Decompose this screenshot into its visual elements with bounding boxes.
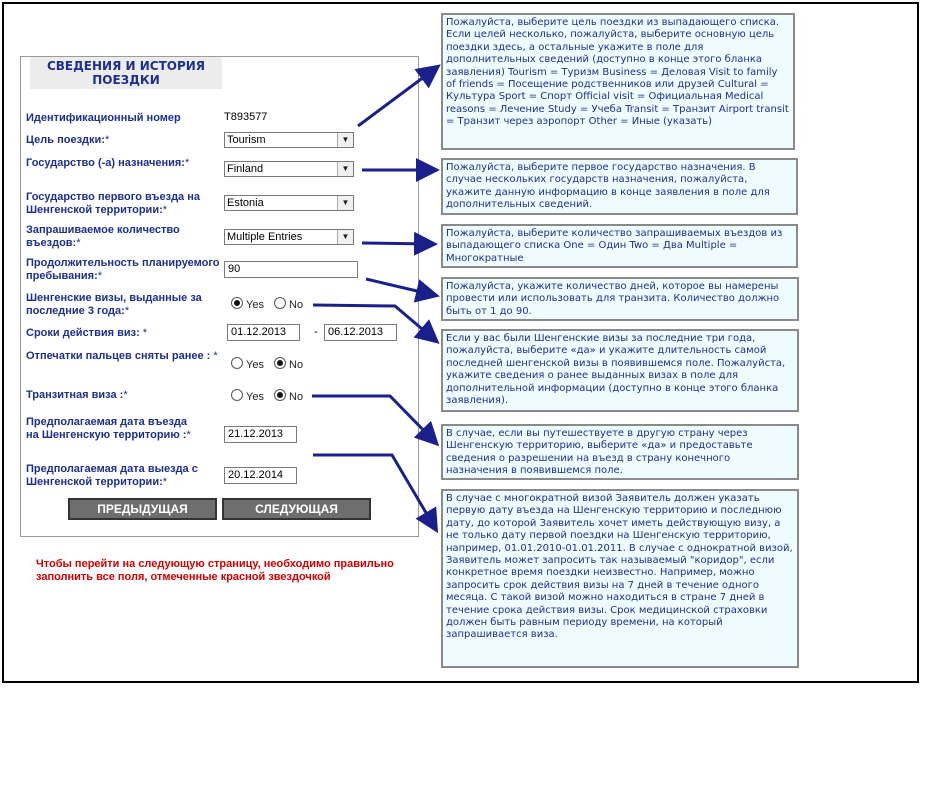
departure-label: Предполагаемая дата выезда с Шенгенской территории:* [26, 463, 198, 488]
id-value: T893577 [224, 111, 268, 123]
required-fields-warning: Чтобы перейти на следующую страницу, необходимо правильно заполнить все поля, отмеченные красной звездочкой [36, 558, 394, 583]
form-title: СВЕДЕНИЯ И ИСТОРИЯ ПОЕЗДКИ [30, 57, 222, 89]
validity-label: Сроки действия виз: * [26, 327, 148, 339]
fingerprints-no-label: No [289, 359, 304, 371]
fingerprints-label: Отпечатки пальцев сняты ранее : * [26, 350, 218, 362]
chevron-down-icon[interactable]: ▼ [337, 230, 353, 244]
fingerprints-yes-label: Yes [246, 359, 264, 371]
tip-previous-visas: Если у вас были Шенгенские визы за последние три года, пожалуйста, выберите «да» и укажите длительность самой последней шенгенской визы в появившемся поле. Пожалуйста, укажите сведения о ранее выданных визах в поле для дополнительной информации (доступно в конце этого бланка заявления). [441, 329, 799, 412]
arrow-entries [362, 243, 432, 244]
validity-dash: - [314, 326, 318, 338]
duration-input[interactable]: 90 [224, 261, 358, 278]
arrival-date-input[interactable]: 21.12.2013 [224, 426, 297, 443]
tip-duration: Пожалуйста, укажите количество дней, которое вы намерены провести или использовать для транзита. Количество должно быть от 1 до 90. [441, 277, 799, 321]
prev-visas-label: Шенгенские визы, выданные за последние 3 года:* [26, 292, 202, 317]
chevron-down-icon[interactable]: ▼ [337, 133, 353, 147]
first-entry-select-value: Estonia [227, 197, 264, 209]
previous-button[interactable]: ПРЕДЫДУЩАЯ [68, 498, 217, 520]
id-label: Идентификационный номер [26, 112, 181, 124]
tip-dates: В случае с многократной визой Заявитель должен указать первую дату въезда на Шенгенскую территорию и последнюю дату, до которой Заявитель хочет иметь действующую визу, а не только дату первой поездки на Шенгенскую территорию, например, 01.01.2010-01.01.2011. В случае с однократной визой, Заявитель может запросить так называемый "коридор", если конкретное время поездки неизвестно. Например, можно запросить срок действия визы на 7 дней в течение одного месяца. С такой визой можно находиться в стране 7 дней в течение срока действия визы. Срок медицинской страховки должен быть равным периоду времени, на который запрашивается виза. [441, 489, 799, 668]
purpose-label: Цель поездки:* [26, 134, 110, 146]
duration-label: Продолжительность планируемого пребывания:* [26, 257, 220, 282]
tip-destination: Пожалуйста, выберите первое государство назначения. В случае нескольких государств назначения, пожалуйста, укажите данную информацию в конце заявления в поле для дополнительных сведений. [441, 158, 798, 215]
arrival-label: Предполагаемая дата въезда на Шенгенскую территорию :* [26, 416, 191, 441]
prev-visas-yes-label: Yes [246, 299, 264, 311]
entries-label: Запрашиваемое количество въездов:* [26, 224, 180, 249]
arrow-duration [366, 279, 434, 295]
chevron-down-icon[interactable]: ▼ [337, 196, 353, 210]
arrow-previous-visas [313, 305, 435, 340]
arrow-purpose [358, 68, 436, 126]
transit-no-label: No [289, 391, 304, 403]
tip-purpose: Пожалуйста, выберите цель поездки из выпадающего списка. Если целей несколько, пожалуйста, выберите основную цель поездки здесь, а остальные укажите в поле для дополнительных сведений (доступно в конце этого бланка заявления) Tourism = Туризм Business = Деловая Visit to family of friends = Посещение родственников или друзей Cultural = Культура Sport = Спорт Official visit = Официальная Medical reasons = Лечение Study = Учеба Transit = Транзит Airport transit = Транзит через аэропорт Other = Иные (указать) [441, 13, 795, 150]
validity-to-input[interactable]: 06.12.2013 [324, 324, 397, 341]
arrow-transit [312, 396, 435, 442]
first-entry-label: Государство первого въезда на Шенгенской территории:* [26, 191, 200, 216]
transit-yes-label: Yes [246, 391, 264, 403]
next-button[interactable]: СЛЕДУЮЩАЯ [222, 498, 371, 520]
destination-label: Государство (-а) назначения:* [26, 157, 190, 169]
destination-select-value: Finland [227, 163, 264, 175]
arrow-dates [313, 455, 435, 528]
tip-entries: Пожалуйста, выберите количество запрашиваемых въездов из выпадающего списка One = Один Two = Два Multiple = Многократные [441, 224, 798, 268]
validity-from-input[interactable]: 01.12.2013 [227, 324, 300, 341]
tip-transit: В случае, если вы путешествуете в другую страну через Шенгенскую территорию, выберите «да» и предоставьте сведения о разрешении на въезд в страну конечного назначения в появившемся поле. [441, 424, 799, 480]
entries-select-value: Multiple Entries [227, 231, 303, 243]
prev-visas-no-label: No [289, 299, 304, 311]
chevron-down-icon[interactable]: ▼ [337, 162, 353, 176]
departure-date-input[interactable]: 20.12.2014 [224, 467, 297, 484]
transit-label: Транзитная виза :* [26, 389, 128, 401]
purpose-select-value: Tourism [227, 134, 266, 146]
